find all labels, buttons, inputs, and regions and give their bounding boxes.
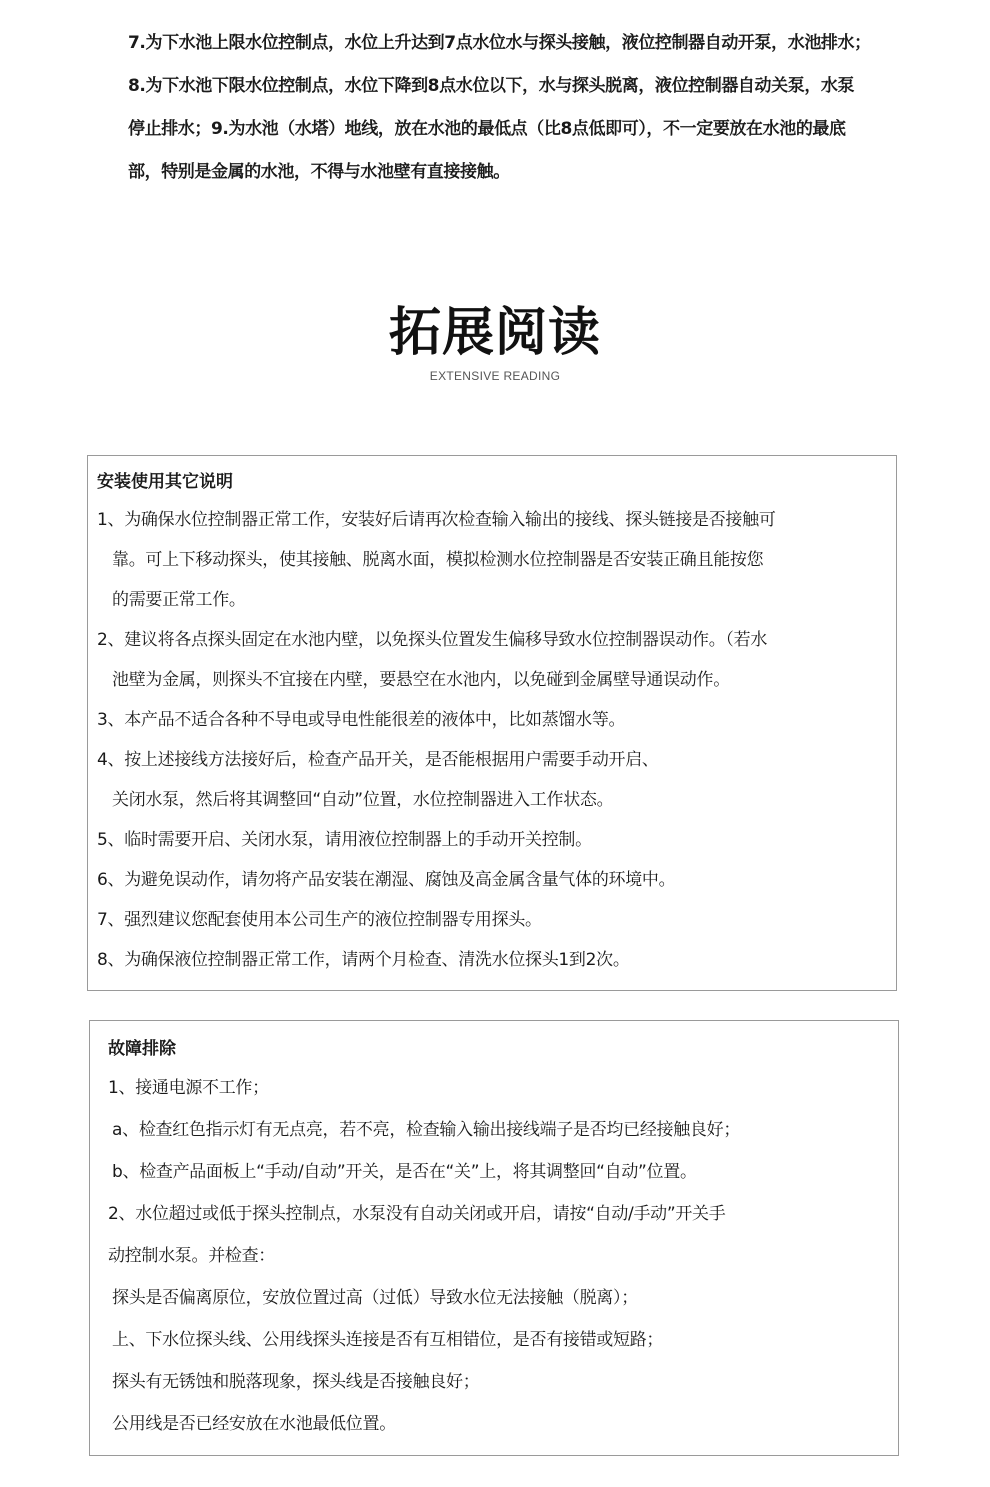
- install-notes-title: 安装使用其它说明: [97, 472, 233, 492]
- install-note-line: 2、建议将各点探头固定在水池内壁，以免探头位置发生偏移导致水位控制器误动作。（若水: [97, 630, 768, 650]
- install-notes-box: [87, 455, 897, 991]
- troubleshooting-line: a、检查红色指示灯有无点亮，若不亮，检查输入输出接线端子是否均已经接触良好；: [112, 1120, 741, 1140]
- intro-line: 8.为下水池下限水位控制点，水位下降到8点水位以下，水与探头脱离，液位控制器自动关泵，水泵: [128, 76, 855, 96]
- intro-line: 7.为下水池上限水位控制点，水位上升达到7点水位水与探头接触，液位控制器自动开泵，水池排水；: [128, 33, 871, 53]
- troubleshooting-box: [89, 1020, 899, 1456]
- troubleshooting-line: 公用线是否已经安放在水池最低位置。: [112, 1414, 396, 1434]
- troubleshooting-line: 2、水位超过或低于探头控制点，水泵没有自动关闭或开启，请按“自动/手动”开关手: [108, 1204, 726, 1224]
- troubleshooting-line: 上、下水位探头线、公用线探头连接是否有互相错位，是否有接错或短路；: [112, 1330, 664, 1350]
- install-note-line: 4、按上述接线方法接好后，检查产品开关，是否能根据用户需要手动开启、: [97, 750, 659, 770]
- install-note-line: 关闭水泵，然后将其调整回“自动”位置，水位控制器进入工作状态。: [112, 790, 614, 810]
- install-note-line: 3、本产品不适合各种不导电或导电性能很差的液体中，比如蒸馏水等。: [97, 710, 626, 730]
- intro-line: 停止排水；9.为水池（水塔）地线，放在水池的最低点（比8点低即可），不一定要放在水池的最底: [128, 119, 846, 139]
- section-heading: [0, 298, 990, 384]
- install-note-line: 1、为确保水位控制器正常工作，安装好后请再次检查输入输出的接线、探头链接是否接触可: [97, 510, 776, 530]
- section-title: 拓展阅读: [388, 303, 601, 363]
- install-note-line: 8、为确保液位控制器正常工作，请两个月检查、清洗水位探头1到2次。: [97, 950, 630, 970]
- install-note-line: 靠。可上下移动探头，使其接触、脱离水面，模拟检测水位控制器是否安装正确且能按您: [112, 550, 764, 570]
- intro-paragraph: [128, 22, 928, 194]
- troubleshooting-title: 故障排除: [108, 1039, 176, 1059]
- intro-line: 部，特别是金属的水池，不得与水池壁有直接接触。: [128, 162, 510, 182]
- troubleshooting-line: b、检查产品面板上“手动/自动”开关，是否在“关”上，将其调整回“自动”位置。: [112, 1162, 697, 1182]
- troubleshooting-line: 探头是否偏离原位，安放位置过高（过低）导致水位无法接触（脱离）；: [112, 1288, 638, 1308]
- install-note-line: 池壁为金属，则探头不宜接在内壁，要悬空在水池内，以免碰到金属壁导通误动作。: [112, 670, 730, 690]
- troubleshooting-line: 1、接通电源不工作；: [108, 1078, 269, 1098]
- install-note-line: 5、临时需要开启、关闭水泵，请用液位控制器上的手动开关控制。: [97, 830, 592, 850]
- install-note-line: 7、强烈建议您配套使用本公司生产的液位控制器专用探头。: [97, 910, 542, 930]
- troubleshooting-line: 动控制水泵。并检查：: [108, 1246, 275, 1266]
- install-note-line: 的需要正常工作。: [112, 590, 246, 610]
- install-note-line: 6、为避免误动作，请勿将产品安装在潮湿、腐蚀及高金属含量气体的环境中。: [97, 870, 676, 890]
- troubleshooting-line: 探头有无锈蚀和脱落现象，探头线是否接触良好；: [112, 1372, 480, 1392]
- section-subtitle: EXTENSIVE READING: [429, 369, 561, 383]
